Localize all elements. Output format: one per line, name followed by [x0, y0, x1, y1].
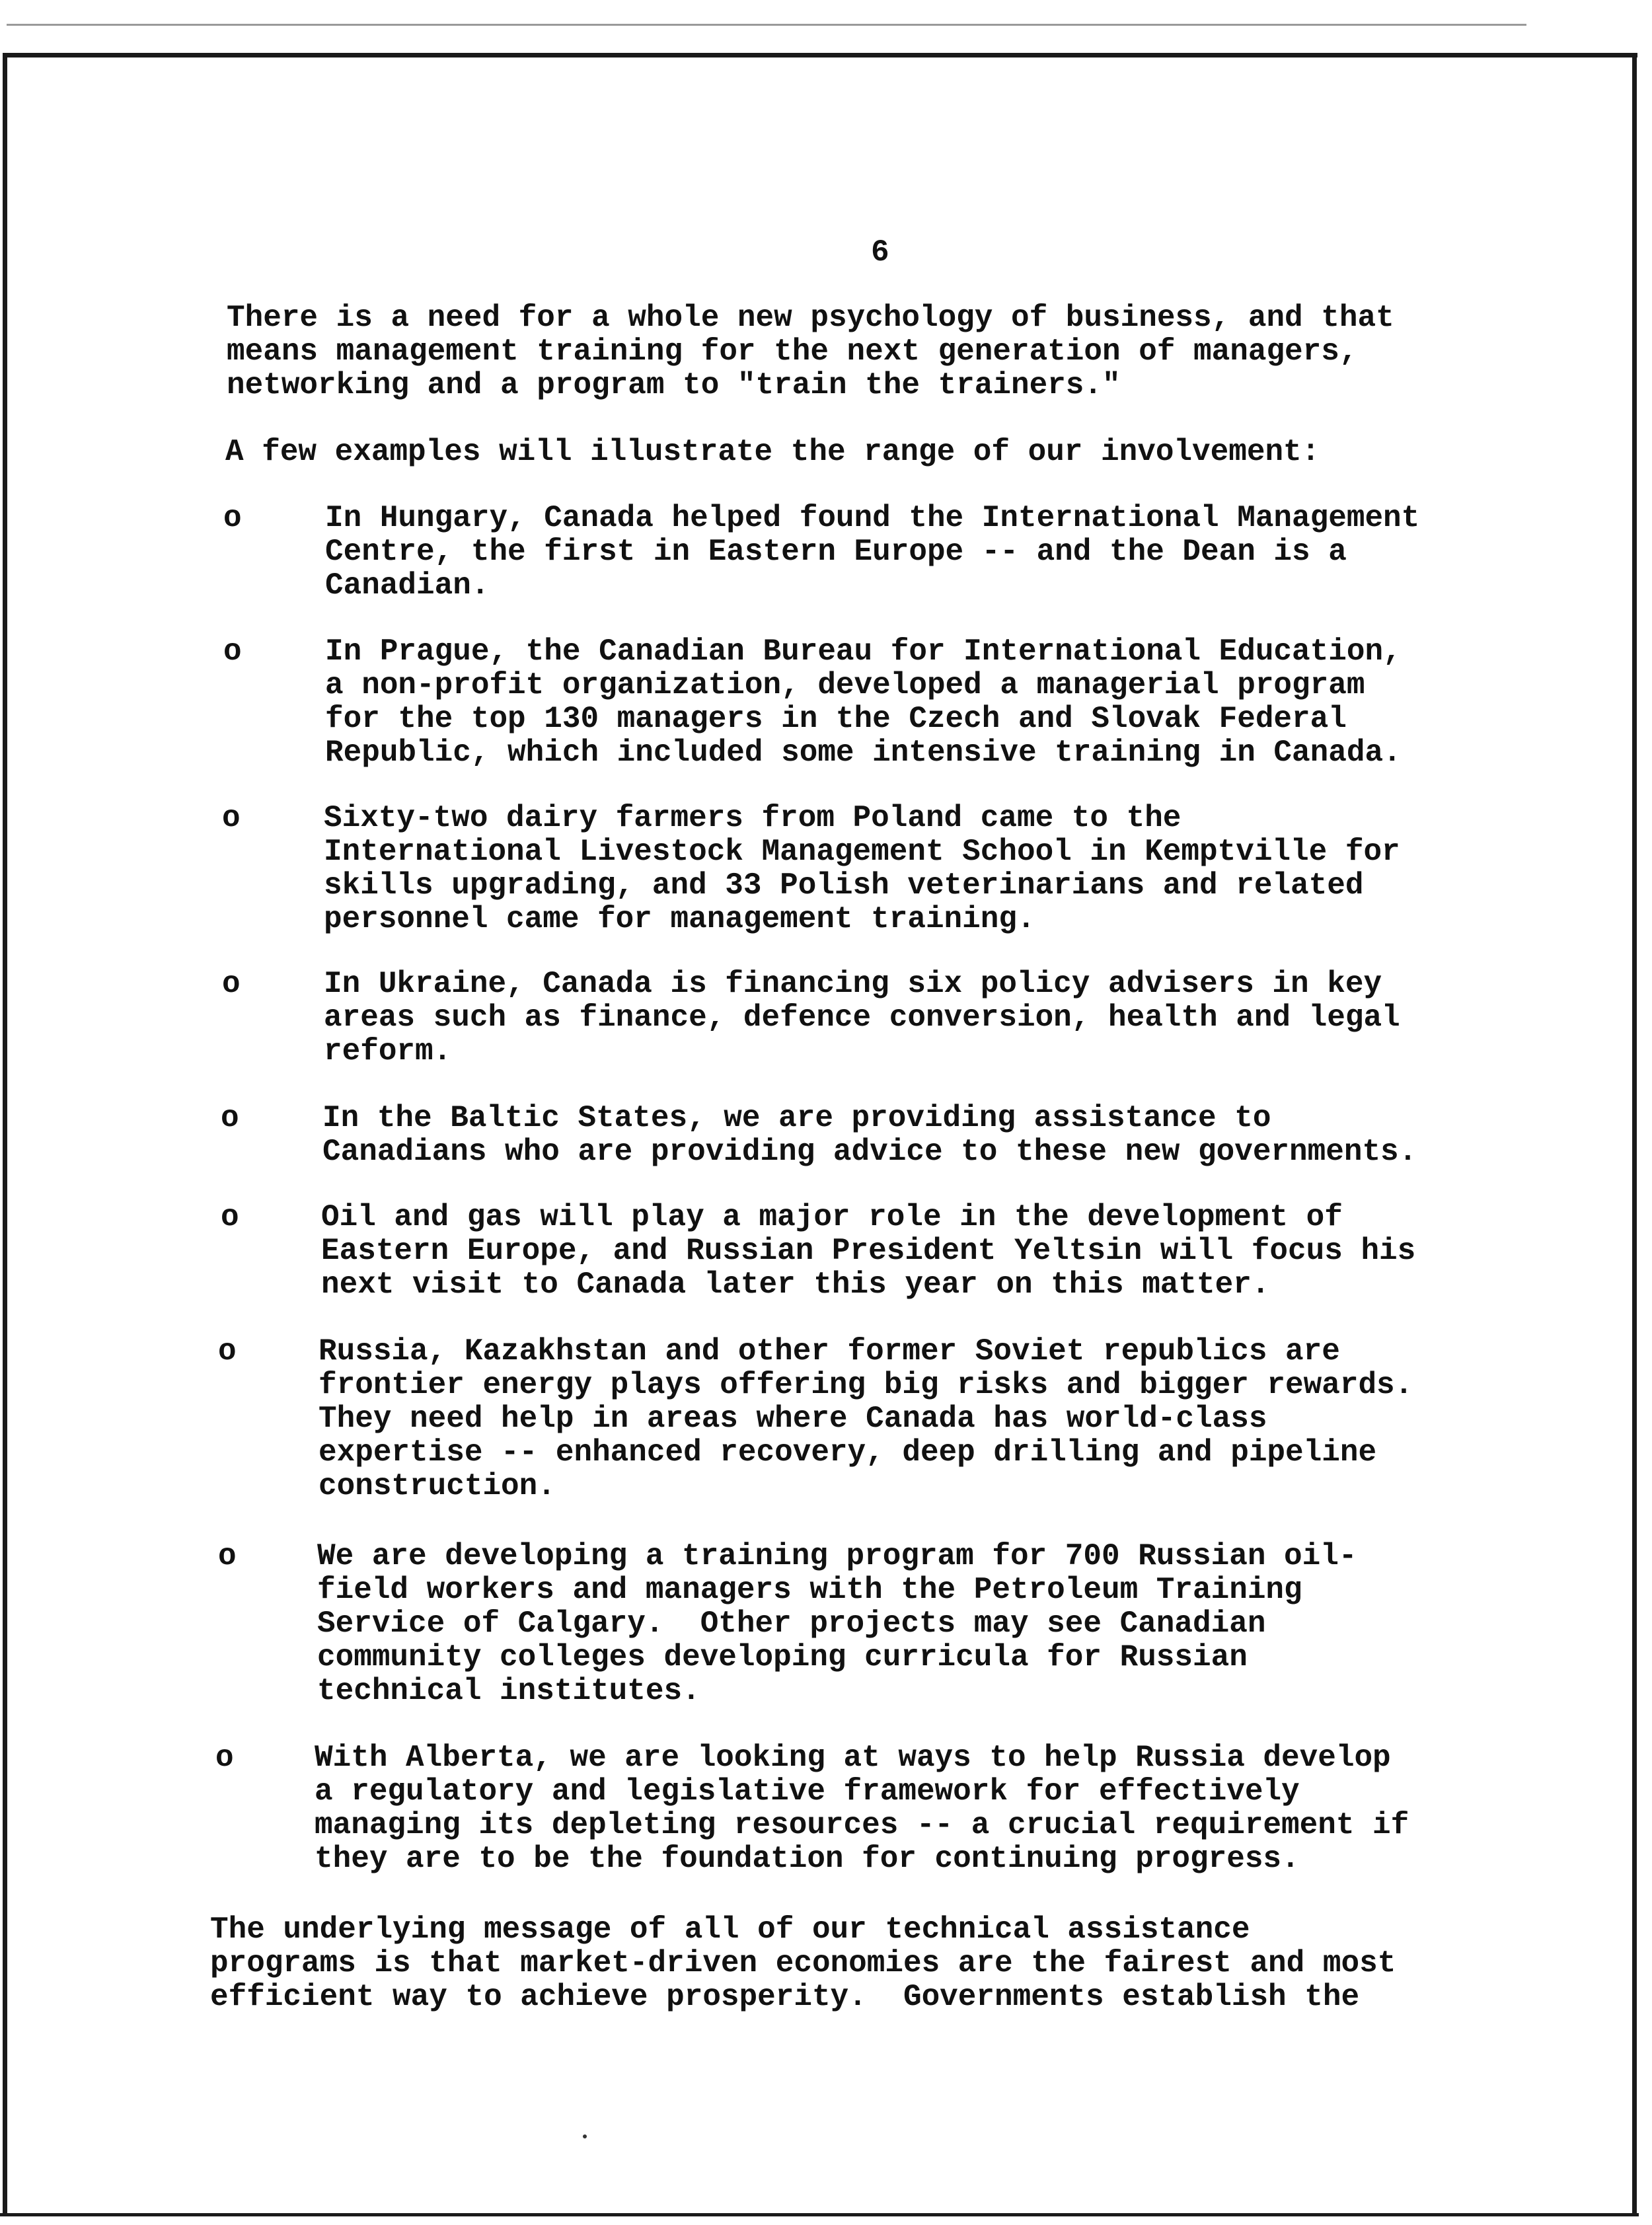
- bullet-item: [321, 1201, 1415, 1302]
- bullet-item: [324, 967, 1400, 1069]
- scan-border-bottom: [0, 2213, 1639, 2216]
- scan-speck: [583, 2134, 587, 2138]
- scan-border-right: [1632, 56, 1637, 2216]
- bullet-line: next visit to Canada later this year on this matter.: [321, 1267, 1270, 1302]
- bullet-line: We are developing a training program for 700 Russian oil-: [317, 1539, 1357, 1573]
- bullet-marker: o: [218, 1539, 237, 1573]
- bullet-line: construction.: [319, 1469, 556, 1503]
- bullet-item: [317, 1540, 1357, 1708]
- bullet-item: [322, 1102, 1417, 1169]
- bullet-line: Canadian.: [325, 568, 490, 603]
- closing-line: The underlying message of all of our technical assistance: [210, 1912, 1250, 1947]
- bullet-marker: o: [218, 1334, 237, 1369]
- bullet-line: International Livestock Management School in Kemptville for: [324, 835, 1400, 869]
- page-number: 6: [871, 235, 889, 270]
- bullet-line: technical institutes.: [317, 1674, 700, 1708]
- bullet-line: In Prague, the Canadian Bureau for International Education,: [325, 634, 1402, 669]
- bullet-item: [324, 802, 1400, 936]
- bullet-marker: o: [221, 1101, 239, 1135]
- bullet-line: for the top 130 managers in the Czech and Slovak Federal: [325, 702, 1347, 736]
- bullet-line: field workers and managers with the Petroleum Training: [317, 1573, 1302, 1607]
- bullet-line: they are to be the foundation for continuing progress.: [315, 1842, 1300, 1876]
- bullet-line: a non-profit organization, developed a managerial program: [325, 668, 1365, 702]
- bullet-line: a regulatory and legislative framework for effectively: [315, 1774, 1300, 1809]
- bullet-item: [315, 1741, 1409, 1876]
- bullet-line: Russia, Kazakhstan and other former Soviet republics are: [319, 1334, 1340, 1369]
- intro-line: There is a need for a whole new psychology of business, and that: [227, 301, 1394, 335]
- scan-border-left: [3, 53, 7, 2214]
- bullet-marker: o: [223, 501, 242, 535]
- bullet-item: [325, 502, 1419, 603]
- bullet-line: community colleges developing curricula for Russian: [317, 1640, 1248, 1675]
- bullet-marker: o: [221, 1200, 239, 1234]
- scan-border-top: [5, 53, 1637, 57]
- bullet-line: frontier energy plays offering big risks and bigger rewards.: [319, 1368, 1413, 1402]
- bullet-line: reform.: [324, 1034, 452, 1069]
- bullet-line: Service of Calgary. Other projects may see Canadian: [317, 1606, 1266, 1641]
- scan-edge-top-thin: [7, 24, 1526, 26]
- bullet-line: In the Baltic States, we are providing assistance to: [322, 1101, 1271, 1135]
- bullet-marker: o: [222, 967, 241, 1001]
- bullet-line: personnel came for management training.: [324, 902, 1035, 936]
- bullet-line: They need help in areas where Canada has world-class: [319, 1402, 1267, 1436]
- lead-in-line: A few examples will illustrate the range of our involvement:: [225, 435, 1320, 469]
- lead-in-paragraph: [225, 435, 1320, 469]
- bullet-line: Centre, the first in Eastern Europe -- and the Dean is a: [325, 535, 1347, 569]
- closing-paragraph: [210, 1913, 1396, 2014]
- bullet-item: [325, 635, 1402, 770]
- intro-line: means management training for the next generation of managers,: [227, 334, 1358, 369]
- bullet-line: With Alberta, we are looking at ways to help Russia develop: [315, 1741, 1391, 1775]
- closing-line: programs is that market-driven economies are the fairest and most: [210, 1946, 1396, 1980]
- intro-paragraph: [227, 301, 1394, 402]
- bullet-line: managing its depleting resources -- a crucial requirement if: [315, 1808, 1409, 1842]
- bullet-line: Republic, which included some intensive training in Canada.: [325, 735, 1402, 770]
- bullet-line: expertise -- enhanced recovery, deep drilling and pipeline: [319, 1435, 1377, 1470]
- bullet-marker: o: [215, 1741, 234, 1775]
- bullet-line: In Hungary, Canada helped found the International Management: [325, 501, 1420, 535]
- bullet-line: In Ukraine, Canada is financing six policy advisers in key: [324, 967, 1382, 1001]
- bullet-marker: o: [222, 801, 241, 835]
- bullet-line: areas such as finance, defence conversion, health and legal: [324, 1000, 1400, 1035]
- intro-line: networking and a program to "train the trainers.": [227, 368, 1121, 402]
- bullet-line: Sixty-two dairy farmers from Poland came to the: [324, 801, 1182, 835]
- bullet-line: skills upgrading, and 33 Polish veterinarians and related: [324, 868, 1364, 903]
- bullet-item: [319, 1335, 1413, 1503]
- bullet-line: Eastern Europe, and Russian President Yeltsin will focus his: [321, 1234, 1416, 1268]
- bullet-marker: o: [223, 634, 242, 669]
- closing-line: efficient way to achieve prosperity. Governments establish the: [210, 1980, 1360, 2014]
- bullet-line: Oil and gas will play a major role in the development of: [321, 1200, 1343, 1234]
- bullet-line: Canadians who are providing advice to these new governments.: [322, 1135, 1417, 1169]
